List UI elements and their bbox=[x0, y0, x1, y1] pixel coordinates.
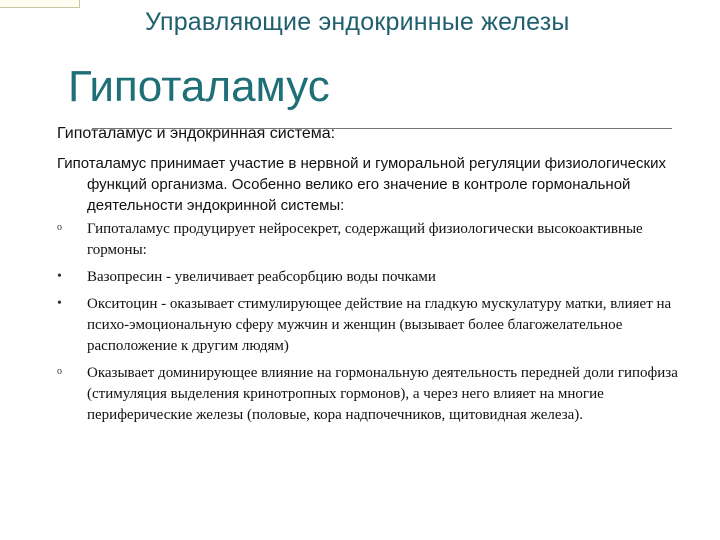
slide-subtitle: Гипоталамус и эндокринная система: bbox=[57, 125, 336, 142]
slide-title: Гипоталамус bbox=[68, 62, 330, 111]
dot-bullet-icon: • bbox=[57, 269, 62, 284]
intro-paragraph: Гипоталамус принимает участие в нервной и гуморальной регуляции физиологических функций организма. Особенно велико его значение в контроле гормональной деятельности эндокринной системы: bbox=[57, 155, 666, 214]
list-item-text: Оказывает доминирующее влияние на гормональную деятельность передней доли гипофиза (стимуляция выделения кринотропных гормонов), а через него влияет на многие периферические железы (половые, кора надпочечников, щитовидная железа). bbox=[87, 365, 678, 423]
list-item bbox=[57, 294, 682, 357]
list-item bbox=[57, 363, 682, 426]
dot-bullet-icon: • bbox=[57, 296, 62, 311]
list-item bbox=[57, 267, 682, 288]
circle-bullet-icon: o bbox=[57, 366, 62, 377]
corner-decoration bbox=[0, 0, 80, 8]
list-item-text: Гипоталамус продуцирует нейросекрет, содержащий физиологически высокоактивные гормоны: bbox=[87, 221, 643, 258]
list-item-text: Окситоцин - оказывает стимулирующее действие на гладкую мускулатуру матки, влияет на психо-эмоциональную сферу мужчин и женщин (вызывает более благожелательное расположение к другим людям) bbox=[87, 296, 672, 354]
bullet-list bbox=[57, 219, 682, 432]
list-item bbox=[57, 219, 682, 261]
circle-bullet-icon: o bbox=[57, 222, 62, 233]
header-title: Управляющие эндокринные железы bbox=[145, 8, 570, 36]
list-item-text: Вазопресин - увеличивает реабсорбцию воды почками bbox=[87, 269, 436, 285]
